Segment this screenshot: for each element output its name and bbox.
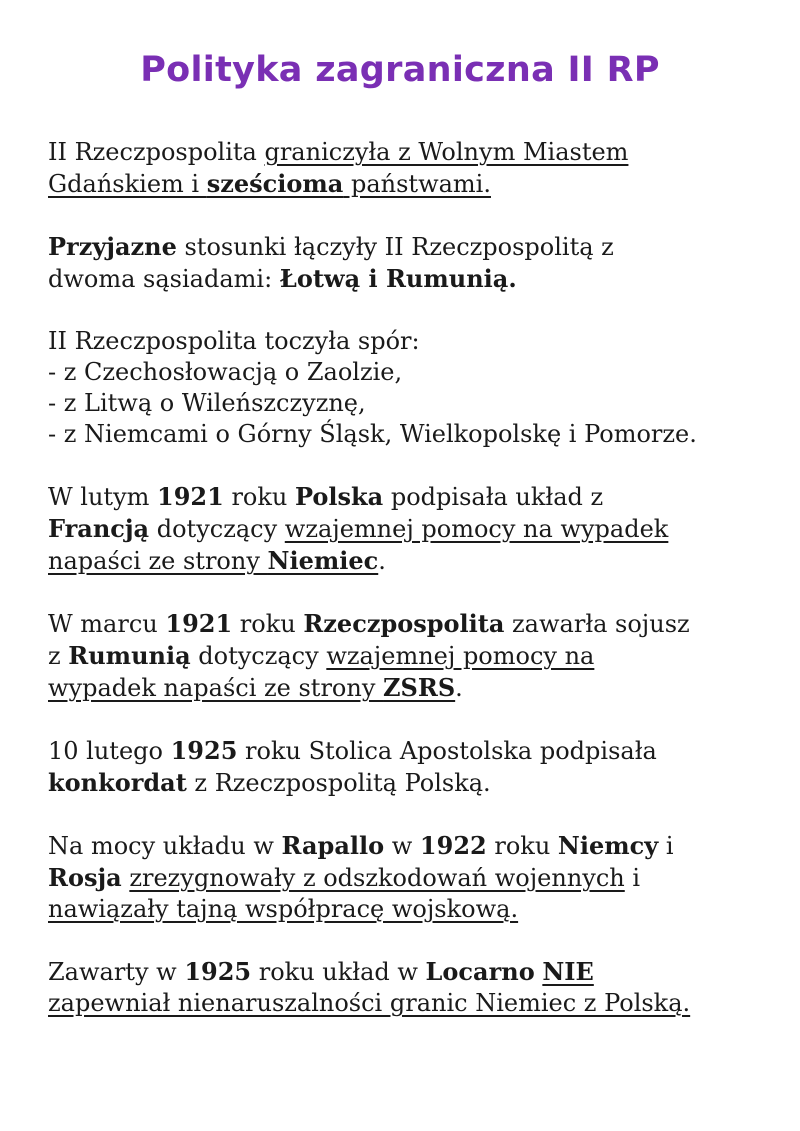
text-line <box>48 672 778 704</box>
paragraph <box>48 326 778 450</box>
paragraph <box>48 735 778 799</box>
text-segment: II Rzeczpospolita <box>48 138 265 166</box>
document-body <box>48 137 778 1019</box>
paragraph <box>48 481 778 577</box>
paragraph <box>48 956 778 1019</box>
bold-underlined-text: sześcioma <box>206 169 344 198</box>
text-segment: - z Litwą o Wileńszczyznę, <box>48 389 366 417</box>
text-segment: Zawarty w <box>48 958 185 986</box>
underlined-text: wzajemnej pomocy na wypadek <box>284 515 669 543</box>
text-line <box>48 735 778 767</box>
bold-text: Rapallo <box>281 831 385 860</box>
bold-text: konkordat <box>48 768 187 797</box>
underlined-text: Gdańskiem i <box>48 170 207 198</box>
text-segment: roku <box>486 832 558 860</box>
text-line <box>48 326 778 357</box>
text-segment: roku <box>223 483 296 511</box>
text-segment: Na mocy układu w <box>48 832 282 860</box>
bold-text: 1921 <box>157 482 224 511</box>
text-segment: - z Czechosłowacją o Zaolzie, <box>48 358 403 386</box>
text-line <box>48 137 778 168</box>
underlined-text: wzajemnej pomocy na <box>326 642 595 670</box>
text-segment: - z Niemcami o Górny Śląsk, Wielkopolskę i Pomorze. <box>48 420 697 448</box>
text-segment: podpisała układ z <box>383 483 604 511</box>
bold-text: Przyjazne <box>48 232 177 261</box>
text-segment: z Rzeczpospolitą Polską. <box>186 769 491 797</box>
text-segment: W marcu <box>48 610 166 638</box>
text-segment: 10 lutego <box>48 737 171 765</box>
text-line <box>48 419 778 450</box>
text-segment: . <box>378 547 386 575</box>
paragraph <box>48 231 778 295</box>
bold-text: Rumunią <box>68 641 191 670</box>
text-line <box>48 263 778 295</box>
bold-underlined-text: ZSRS <box>383 673 456 702</box>
text-line <box>48 388 778 419</box>
text-line <box>48 231 778 263</box>
text-segment: . <box>455 674 463 702</box>
text-segment: stosunki łączyły II Rzeczpospolitą z <box>176 233 614 261</box>
text-line <box>48 357 778 388</box>
bold-underlined-text: NIE <box>542 957 594 986</box>
underlined-text: zrezygnowały z odszkodowań wojennych <box>129 864 625 892</box>
bold-text: 1922 <box>419 831 487 860</box>
text-segment: i <box>624 864 641 892</box>
text-line <box>48 481 778 513</box>
bold-text: Niemcy <box>557 831 659 860</box>
bold-underlined-text: Niemiec <box>267 546 379 575</box>
underlined-text: graniczyła z Wolnym Miastem <box>264 138 629 166</box>
underlined-text: wypadek napaści ze strony <box>48 674 384 702</box>
bold-text: Polska <box>295 482 384 511</box>
underlined-text: państwami. <box>343 170 491 198</box>
text-line <box>48 608 778 640</box>
bold-text: 1921 <box>165 609 233 638</box>
bold-text: 1925 <box>184 957 252 986</box>
underlined-text: nawiązały tajną współpracę wojskową. <box>48 895 519 923</box>
text-segment: dotyczący <box>149 515 285 543</box>
text-segment: roku układ w <box>251 958 426 986</box>
paragraph <box>48 608 778 704</box>
paragraph <box>48 830 778 925</box>
text-segment: w <box>384 832 420 860</box>
text-line <box>48 640 778 672</box>
text-line <box>48 767 778 799</box>
text-segment: roku Stolica Apostolska podpisała <box>237 737 657 765</box>
bold-text: Łotwą i Rumunią. <box>279 264 517 293</box>
text-segment: W lutym <box>48 483 158 511</box>
bold-text: Rosja <box>48 863 122 892</box>
text-line <box>48 862 778 894</box>
text-segment: roku <box>232 610 304 638</box>
bold-text: Francją <box>48 514 150 543</box>
text-segment: II Rzeczpospolita toczyła spór: <box>48 327 420 355</box>
text-segment: dotyczący <box>190 642 327 670</box>
text-segment: zawarła sojusz <box>504 610 690 638</box>
bold-text: Rzeczpospolita <box>303 609 505 638</box>
page-title: Polityka zagraniczna II RP <box>140 50 660 90</box>
text-segment: i <box>658 832 674 860</box>
text-segment: z <box>48 642 69 670</box>
text-line <box>48 988 778 1019</box>
bold-text: Locarno <box>425 957 535 986</box>
text-line <box>48 830 778 862</box>
paragraph <box>48 137 778 200</box>
underlined-text: napaści ze strony <box>48 547 268 575</box>
text-line <box>48 894 778 925</box>
underlined-text: zapewniał nienaruszalności granic Niemiec z Polską. <box>48 989 691 1017</box>
bold-text: 1925 <box>170 736 238 765</box>
text-line <box>48 545 778 577</box>
text-line <box>48 168 778 200</box>
text-line <box>48 956 778 988</box>
text-line <box>48 513 778 545</box>
text-segment: dwoma sąsiadami: <box>48 265 280 293</box>
